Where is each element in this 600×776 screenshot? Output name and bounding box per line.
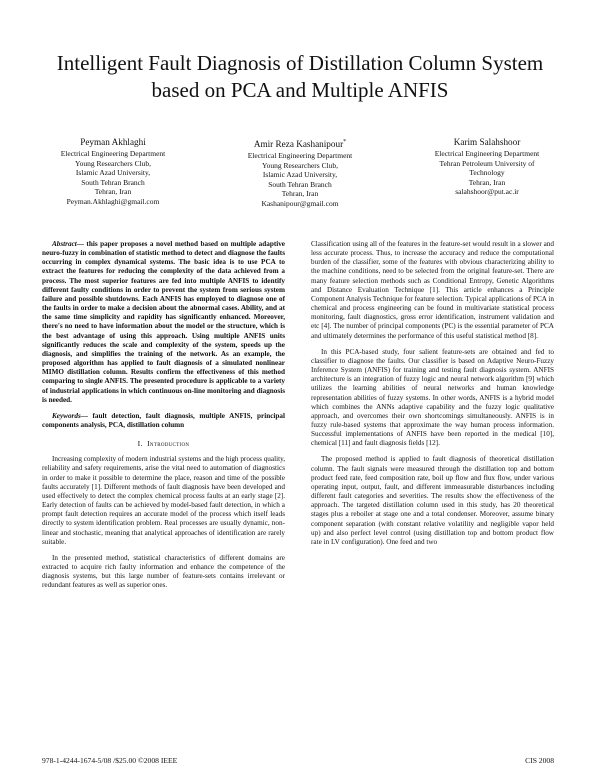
body-paragraph: In this PCA-based study, four salient feature-sets are obtained and fed to classifier to diagnose the faults. Our classifier is based on Adaptive Neuro-Fuzzy Inference System (ANFIS) for training and testing fault diagnosis system. ANFIS architecture is an integration of fuzzy logic and neural network algorithm [9] which utilizes the learning abilities of neural networks and human knowledge representation abilities of fuzzy systems. In other words, ANFIS is a hybrid model which combines the ANNs adaptive capability and the fuzzy logic qualitative approach, and overcomes their own shortcomings simultaneously. ANFIS is in fuzzy rule-based systems that approximate the way human process information. Successful implementations of ANFIS have been reported in the medical [10], chemical [11] and fault diagnosis fields [12]. <box>311 347 554 448</box>
author-block-1 <box>24 136 202 207</box>
left-column <box>42 240 285 597</box>
affiliation-line: Tehran Petroleum University of <box>439 158 535 168</box>
affiliation-line: Islamic Azad University, <box>262 170 338 180</box>
abstract-text: — this paper proposes a novel method based on multiple adaptive neuro-fuzzy in combination of statistic method to detect and diagnose the faults occurring in complex dynamical systems. The basic idea is to use PCA to extract the features for reducing the complexity of the data achieved from a process. The most superior features are fed into multiple ANFIS to identify different faulty conditions in order to prevent the system from serious system failure and possible shutdowns. Each ANFIS has employed to diagnose one of the faults in order to make a decision about the abnormal cases. Ability, and at the same time simplicity and rapidity has significantly enhanced. Moreover, there's no need to have information about the model or the structure, which is the best advantage of using this approach. Using multiple ANFIS units significantly reduces the scale and complexity of the system, speeds up the diagnosis, and simplifies the training of the network. As an example, the proposed algorithm has applied to fault diagnosis of a simulated nonlinear MIMO distillation column. Results confirm the effectiveness of this method comparing to single ANFIS. The presented procedure is applicable to a variety of industrial applications in which continuous on-line monitoring and diagnosis is needed. <box>42 240 285 404</box>
keywords-paragraph <box>42 412 285 430</box>
section-heading <box>42 439 285 448</box>
author-email: salahshoor@put.ac.ir <box>455 187 519 197</box>
affiliation-line: Electrical Engineering Department <box>247 151 353 161</box>
author-name-line <box>211 136 389 150</box>
body-paragraph: In the presented method, statistical characteristics of different domains are extracted to acquire rich faulty information and enhance the competence of the diagnosis systems, but this large number of feature-sets contains irrelevant or redundant features as well as superior ones. <box>42 553 285 590</box>
affiliation-line: Islamic Azad University, <box>75 168 151 178</box>
abstract-label: Abstract <box>52 240 77 248</box>
body-paragraph: Increasing complexity of modern industrial systems and the high process quality, reliability and safety requirements, arise the vital need to automation of diagnostics in order to make it possible to determine the place, reason and time of the possible faults accurately [1]. Different methods of fault diagnosis have been developed and used effectively to detect the complex chemical process faults at an early stage [2]. Early detection of faults can be achieved by model-based fault detection, in which a prompt fault detection requires an accurate model of the process which itself leads directly to system identification problem. Real processes are usually dynamic, non-linear and stochastic, meaning that analytical approaches of identification are rarely suitable. <box>42 455 285 546</box>
section-number: I. <box>137 439 143 449</box>
author-email: Kashanipour@gmail.com <box>261 199 339 209</box>
author-block-2 <box>211 136 389 209</box>
affiliation-line: Young Researchers Club, <box>261 160 339 170</box>
author-name: Karim Salahshoor <box>453 137 521 147</box>
body-paragraph: Classification using all of the features in the feature-set would result in a slower and less accurate process. Thus, to increase the accuracy and reduce the computational burden of the classifier, some of the features with obvious characterizing ability to the machine conditions, need to be selected from the original feature-set. There are many feature selection methods such as Conditional Entropy, Genetic Algorithms and Distance Evaluation Technique [1]. This article enhances a Principle Component Analysis Technique for feature selection. Typical applications of PCA in chemical and process engineering can be found in multivariate statistical process monitoring, fault diagnostics, gross error identification, instrument validation and etc [4]. The number of principal components (PC) is the essential parameter of PCA and ultimately determines the performance of this useful statistical method [8]. <box>311 240 554 340</box>
abstract-paragraph <box>42 240 285 405</box>
affiliation-line: Tehran, Iran <box>281 189 319 199</box>
footer-conference: CIS 2008 <box>525 756 554 765</box>
keywords-label: Keywords <box>52 411 81 420</box>
author-name: Amir Reza Kashanipour <box>253 139 344 150</box>
author-name: Peyman Akhlaghi <box>80 137 146 147</box>
affiliation-line: Tehran, Iran <box>94 187 132 197</box>
author-email: Peyman.Akhlaghi@gmail.com <box>66 196 160 206</box>
keywords-text: — fault detection, fault diagnosis, multiple ANFIS, principal components analysis, PCA, distillation column <box>42 411 285 429</box>
section-title: Introduction <box>147 439 190 449</box>
affiliation-line: South Tehran Branch <box>81 177 145 187</box>
affiliation-line: South Tehran Branch <box>268 179 332 189</box>
affiliation-line: Young Researchers Club, <box>74 158 152 168</box>
paper-title: Intelligent Fault Diagnosis of Distillation Column System based on PCA and Multiple ANFIS <box>56 51 544 102</box>
corresponding-author-mark: * <box>343 139 347 145</box>
affiliation-line: Electrical Engineering Department <box>60 149 166 158</box>
body-paragraph: The proposed method is applied to fault diagnosis of theoretical distillation column. The fault signals were measured through the distillation top and bottom product feed rate, feed composition rate, boil up flow and flux flow, under various operating input, output, fault, and different immeasurable disturbances including different fault categories and severities. The results show the effectiveness of the approach. The targeted distillation column used in this study, has 20 theoretical stages plus a reboiler at stage one and a total condenser. Moreover, assume binary component separation (with constant relative volatility and negligible vapor held up) and also perfect level control (using distillation top and bottom product flow rate in LV configuration). One feed and two <box>311 455 554 546</box>
affiliation-line: Technology <box>469 168 505 178</box>
affiliation-line: Electrical Engineering Department <box>434 149 540 158</box>
author-block-3 <box>398 136 576 197</box>
affiliation-line: Tehran, Iran <box>468 177 506 187</box>
footer-copyright: 978-1-4244-1674-5/08 /$25.00 ©2008 IEEE <box>42 756 178 765</box>
right-column <box>311 240 554 554</box>
